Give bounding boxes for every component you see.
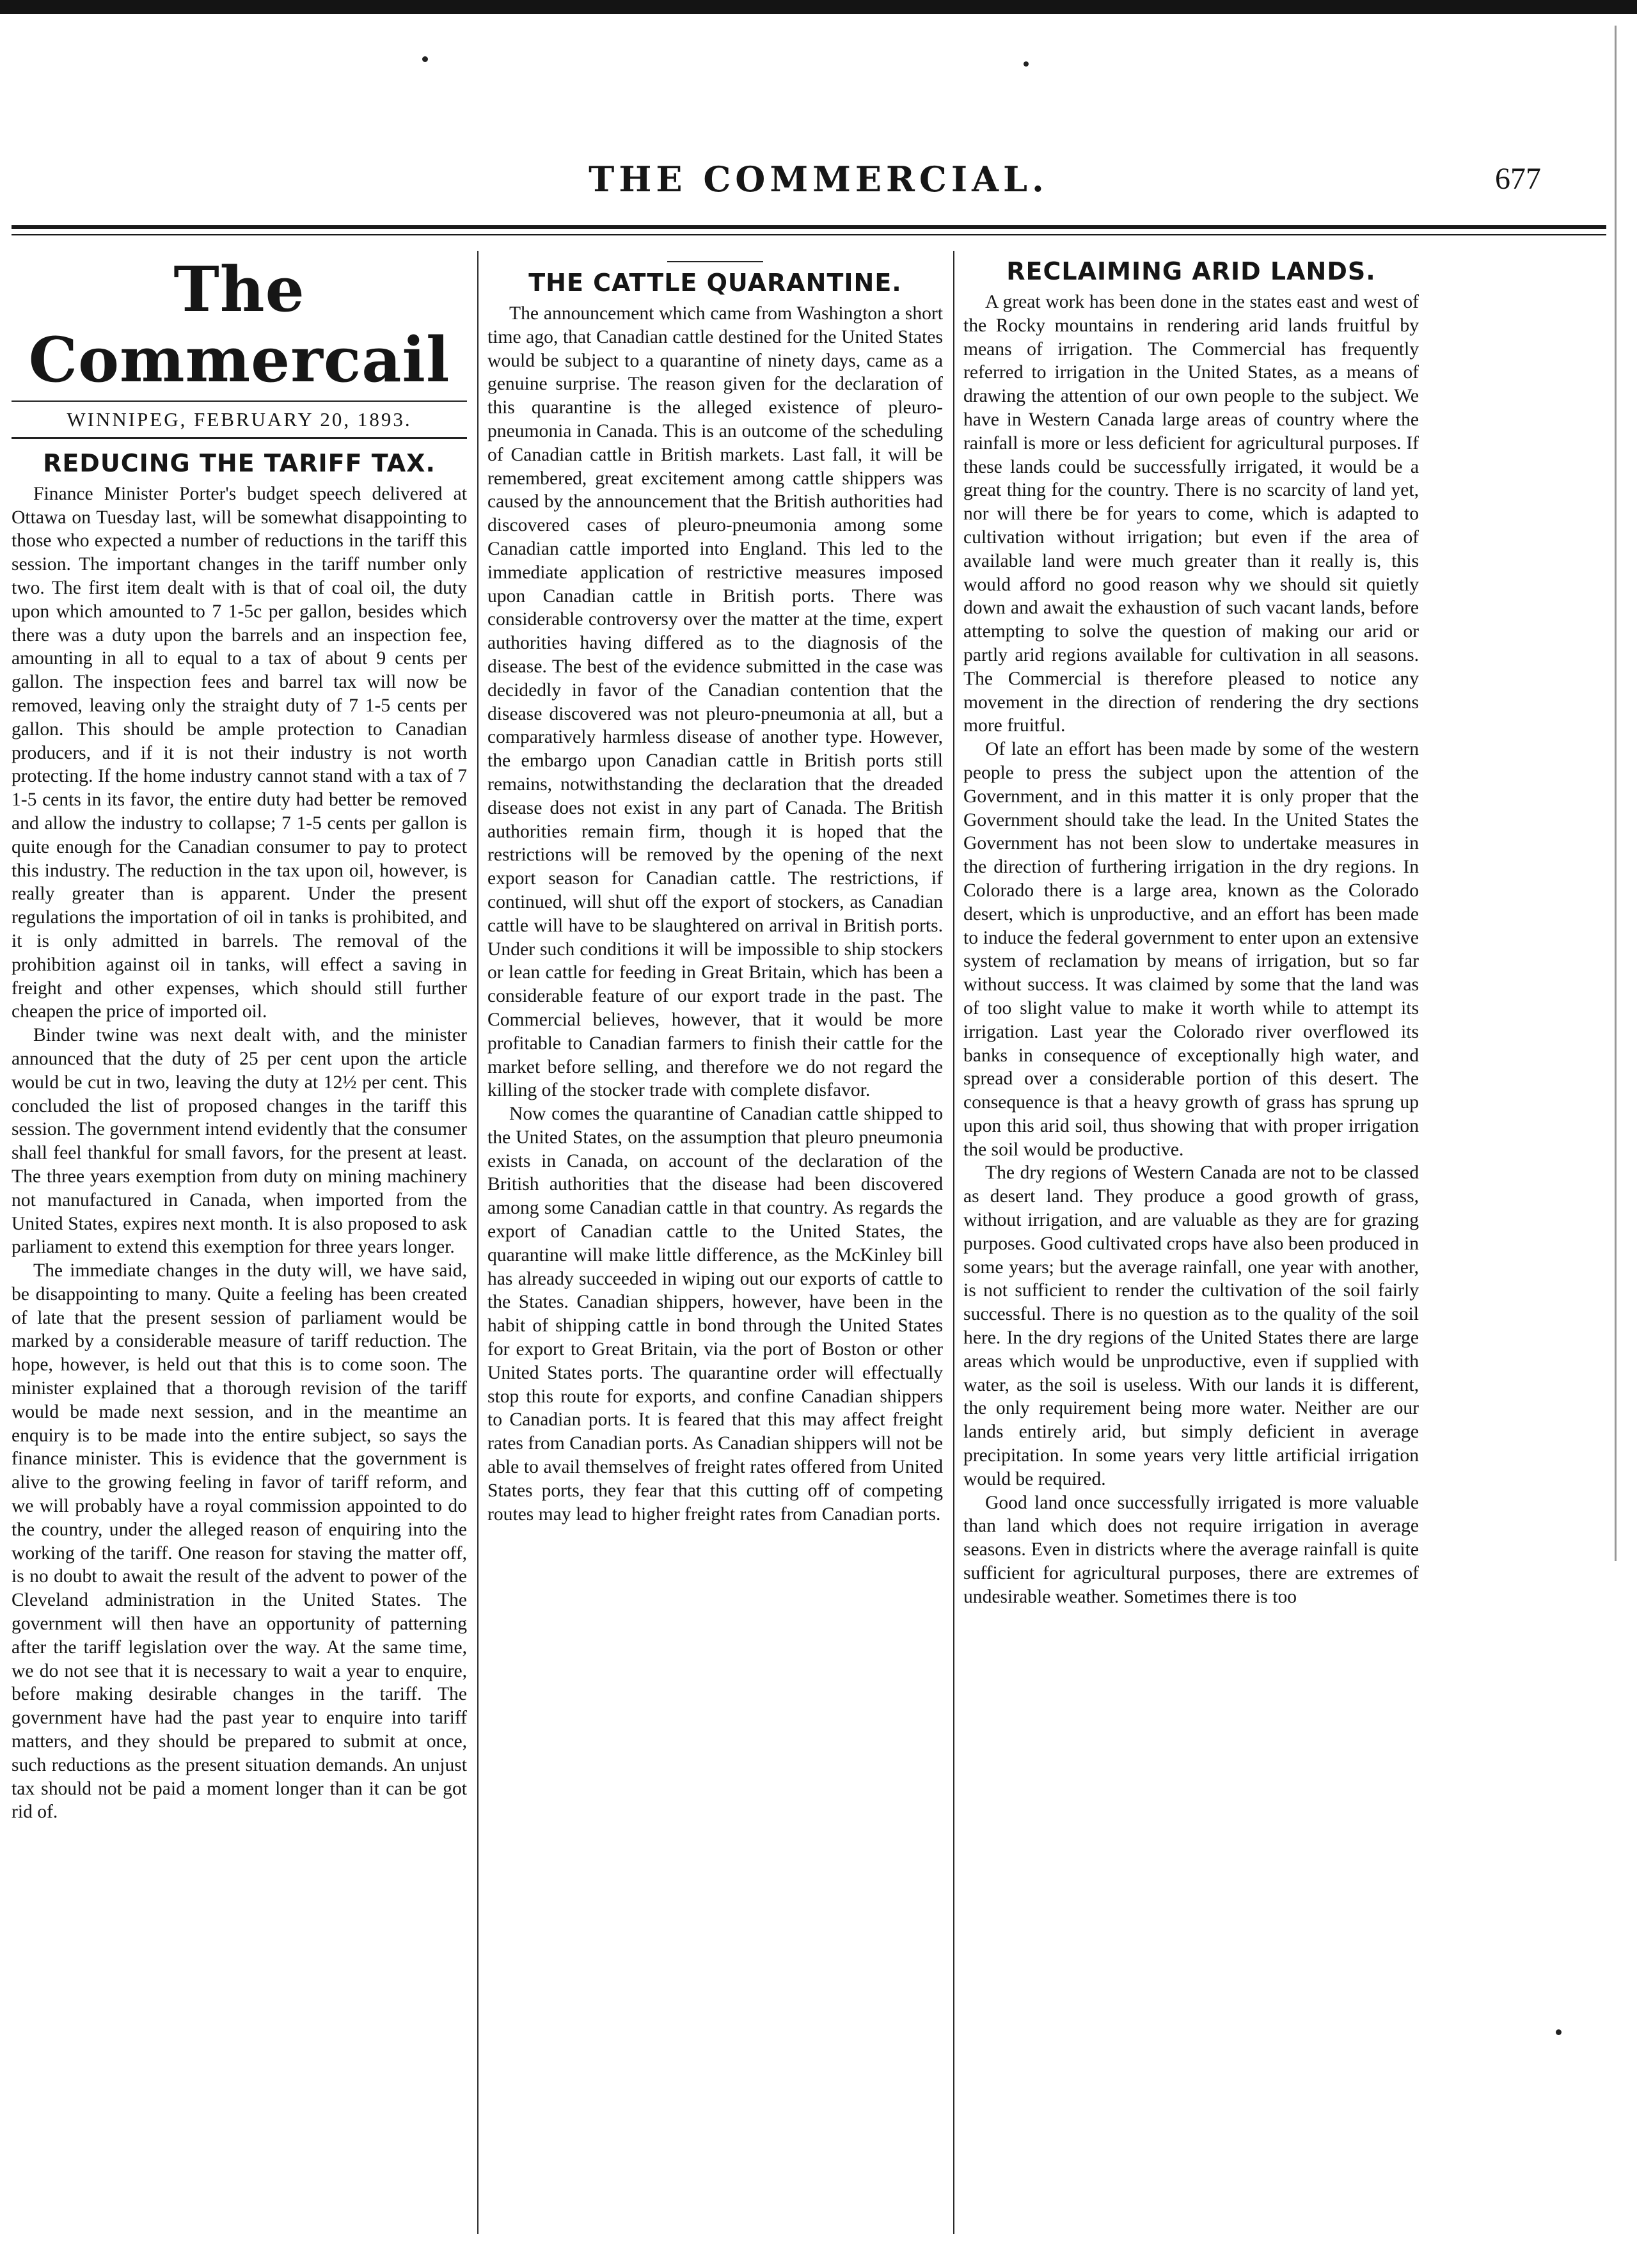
tariff-headline: REDUCING THE TARIFF TAX. xyxy=(43,448,436,477)
arid-headline: RECLAIMING ARID LANDS. xyxy=(1006,257,1376,285)
cattle-headline: THE CATTLE QUARANTINE. xyxy=(528,269,902,297)
column-3 xyxy=(963,251,1419,2234)
cattle-paragraph: The announcement which came from Washington a short time ago, that Canadian cattle destined for the United States would be subject to a quarantine of ninety days, came as a genuine surprise. The reason given for the declaration of this quarantine is the alleged existence of pleuro-pneumonia in Canada. This is an outcome of the scheduling of Canadian cattle in British markets. Last fall, it will be remembered, great excitement among cattle shippers was caused by the announcement that the British authorities had discovered cases of pleuro-pneumonia among some Canadian cattle imported into England. This led to the immediate application of restrictive measures imposed upon Canadian cattle in British ports. There was considerable controversy over the matter at the time, expert authorities having differed as to the diagnosis of the disease. The best of the evidence submitted in the case was decidedly in favor of the Canadian contention that the disease discovered was not pleuro-pneumonia at all, but a comparatively harmless disease of another type. However, the embargo upon Canadian cattle in British ports still remains, notwithstanding the declaration that the dreaded disease does not exist in any part of Canada. The British authorities remain firm, though it is hoped that the restrictions will be removed by the opening of the next export season for Canadian cattle. The restrictions, if continued, will shut off the export of stockers, as Canadian cattle will have to be slaughtered on arrival in British ports. Under such conditions it will be impossible to ship stockers or lean cattle for feeding in Great Britain, which has been a considerable feature of our export trade in the past. The Commercial believes, however, that it would be more profitable to Canadian farmers to finish their cattle for the market before selling, and therefore we do not regard the killing of the stocker trade with complete disfavor. xyxy=(487,303,943,1101)
header-rule xyxy=(12,225,1606,229)
dateline: WINNIPEG, FEBRUARY 20, 1893. xyxy=(12,400,467,439)
column-separator xyxy=(477,251,478,2234)
running-title: THE COMMERCIAL. xyxy=(589,159,1048,200)
tariff-paragraph: Finance Minister Porter's budget speech delivered at Ottawa on Tuesday last, will be somewhat disappointing to those who expected a number of reductions in the tariff this session. The important changes in the tariff number only two. The first item dealt with is that of coal oil, the duty upon which amounted to 7 1-5c per gallon, besides which there was a duty upon the barrels and an inspection fee, amounting in all to equal to a tax of about 9 cents per gallon. The inspection fees and barrel tax will now be removed, leaving only the straight duty of 7 1-5 cents per gallon. This should be ample protection to Canadian producers, and if it is not their industry is not worth protecting. If the home industry cannot stand with a tax of 7 1-5 cents in its favor, the entire duty had better be removed and allow the industry to collapse; 7 1-5 cents per gallon is quite enough for the Canadian consumer to pay to protect this industry. The reduction in the tax upon oil, however, is really greater than is apparent. Under the present regulations the importation of oil in tanks is prohibited, and it is only admitted in barrels. The removal of the prohibition against oil in tanks, will effect a saving in freight and other expenses, which should still further cheapen the price of imported oil. xyxy=(12,483,467,1022)
arid-paragraph: A great work has been done in the states east and west of the Rocky mountains in rendering arid lands fruitful by means of irrigation. The Commercial has frequently referred to irrigation in the United States, as a means of drawing the attention of our own people to the subject. We have in Western Canada large areas of country where the rainfall is more or less deficient for agricultural purposes. If these lands could be successfully irrigated, it would be a great thing for the country. There is no scarcity of land yet, nor will there be for years to come, which is adapted to cultivation without irrigation; but even if the area of available land were much greater than it really is, this would afford no good reason why we should sit quietly down and await the exhaustion of such vacant lands, before attempting to solve the question of making our arid or partly arid regions available for cultivation in all seasons. The Commercial is therefore pleased to notice any movement in the direction of rendering the dry sections more fruitful. xyxy=(963,292,1419,736)
tariff-paragraph: The immediate changes in the duty will, we have said, be disappointing to many. Quite a feeling has been created of late that the present session of parliament would be marked by a considerable measure of tariff reduction. The hope, however, is held out that this is to come soon. The minister explained that a thorough revision of the tariff would be made next session, and in the meantime an enquiry is to be made into the entire subject, so says the finance minister. This is evidence that the government is alive to the growing feeling in favor of tariff reform, and we will probably have a royal commission appointed to do the country, under the alleged reason of enquiring into the working of the tariff. One reason for staving the matter off, is no doubt to await the result of the advent to power of the Cleveland administration in the United States. The government will then have an opportunity of patterning after the tariff legislation over the way. At the same time, we do not see that it is necessary to wait a year to enquire, before making desirable changes in the tariff. The government have had the past year to enquire into tariff matters, and they should be prepared to submit at once, such reductions as the present situation demands. An unjust tax should not be paid a moment longer than it can be got rid of. xyxy=(12,1260,467,1823)
masthead-title: The Commercail xyxy=(28,253,450,396)
column-separator xyxy=(953,251,954,2234)
scan-speck xyxy=(422,56,428,62)
column-1 xyxy=(12,251,467,2234)
scan-speck xyxy=(1024,61,1029,67)
scan-edge-mark xyxy=(1615,26,1619,1561)
column-2 xyxy=(487,251,943,2234)
scan-speck xyxy=(1556,2029,1562,2035)
article-divider xyxy=(667,261,763,262)
tariff-paragraph: Binder twine was next dealt with, and the minister announced that the duty of 25 per cent upon the article would be cut in two, leaving the duty at 12½ per cent. This concluded the list of proposed changes in the tariff this session. The government intend evidently that the consumer shall feel thankful for small favors, for the present at least. The three years exemption from duty on mining machinery not manufactured in Canada, when imported from the United States, expires next month. It is also proposed to ask parliament to extend this exemption for three years longer. xyxy=(12,1025,467,1258)
cattle-paragraph: Now comes the quarantine of Canadian cattle shipped to the United States, on the assumption that pleuro pneumonia exists in Canada, on account of the declaration of the British authorities that the disease had been discovered among some Canadian cattle in that country. As regards the export of Canadian cattle to the United States, the quarantine will make little difference, as the McKinley bill has already succeeded in wiping out our exports of cattle to the States. Canadian shippers, however, have been in the habit of shipping cattle in bond through the United States for export to Great Britain, via the port of Boston or other United States ports. The quarantine order will effectually stop this route for exports, and confine Canadian shippers to Canadian ports. It is feared that this may affect freight rates from Canadian ports. As Canadian shippers will not be able to avail themselves of freight rates offered from United States ports, they fear that this cutting off of competing routes may lead to higher freight rates from Canadian ports. xyxy=(487,1104,943,1525)
scan-top-border xyxy=(0,0,1637,14)
arid-paragraph: Good land once successfully irrigated is more valuable than land which does not require irrigation in average seasons. Even in districts where the average rainfall is quite sufficient for agricultural purposes, there are extremes of undesirable weather. Sometimes there is too xyxy=(963,1492,1419,1607)
arid-paragraph: Of late an effort has been made by some of the western people to press the subject upon the attention of the Government, and in this matter it is only proper that the Government should take the lead. In the United States the Government has not been slow to undertake measures in the direction of furthering irrigation in the dry regions. In Colorado there is a large area, known as the Colorado desert, which is unproductive, and an effort has been made to induce the federal government to enter upon an extensive system of reclamation by means of irrigation, but so far without success. It was claimed by some that the land was of too slight value to make it worth while to attempt its irrigation. Last year the Colorado river overflowed its banks in consequence of exceptionally high water, and spread over a considerable portion of this desert. The consequence is that a heavy growth of grass has sprung up upon this arid soil, thus showing that with proper irrigation the soil would be productive. xyxy=(963,739,1419,1160)
running-head xyxy=(0,159,1637,216)
arid-paragraph: The dry regions of Western Canada are not to be classed as desert land. They produce a good growth of grass, without irrigation, and are valuable as they are for grazing purposes. Good cultivated crops have also been produced in some years; but the average rainfall, one year with another, is not sufficient to render the cultivation of the soil fairly successful. There is no question as to the quality of the soil here. In the dry regions of the United States there are large areas which would be unproductive, even if supplied with water, as the soil is useless. With our lands it is different, the only requirement being more water. Neither are our lands entirely arid, but simply deficient in average precipitation. In some years very little artificial irrigation would be required. xyxy=(963,1162,1419,1489)
header-rule-thin xyxy=(12,234,1606,235)
page-number: 677 xyxy=(1495,162,1541,196)
